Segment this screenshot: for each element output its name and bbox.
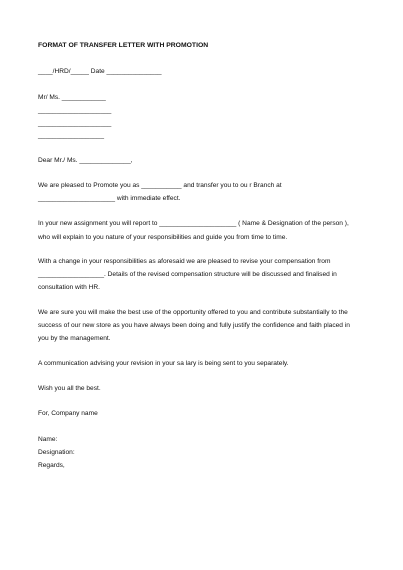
greeting-line: Dear Mr./ Ms. ______________, xyxy=(38,157,133,164)
recipient-salutation-line: Mr/ Ms. ____________ xyxy=(38,94,106,101)
paragraph-assignment-line: who will explain to you nature of your responsibilities and guide you from time to time. xyxy=(38,234,288,241)
address-blank-line: ____________________ xyxy=(38,120,112,127)
paragraph-opportunity-line: success of our new store as you have always been doing and fully justify the confidence and faith placed in xyxy=(38,322,350,329)
paragraph-opportunity-line: you by the management. xyxy=(38,335,111,342)
address-blank-line: __________________ xyxy=(38,132,105,139)
name-label: Name: xyxy=(38,436,58,443)
paragraph-promotion-line: We are pleased to Promote you as ___________ and transfer you to ou r Branch at xyxy=(38,182,282,189)
paragraph-assignment-line: In your new assignment you will report to _____________________ ( Name & Designation of the person ), xyxy=(38,220,349,227)
reference-date-line: ____/HRD/_____ Date _______________ xyxy=(38,68,162,75)
paragraph-opportunity-line: We are sure you will make the best use of the opportunity offered to you and contribute substantially to the xyxy=(38,309,348,316)
company-name-line: For, Company name xyxy=(38,410,98,417)
paragraph-compensation-line: With a change in your responsibilities as aforesaid we are pleased to revise your compensation from xyxy=(38,258,331,265)
paragraph-wishes-line: Wish you all the best. xyxy=(38,385,101,392)
paragraph-promotion-line: _____________________ with immediate effect. xyxy=(38,195,181,202)
paragraph-communication-line: A communication advising your revision in your sa lary is being sent to you separately. xyxy=(38,360,289,367)
paragraph-compensation-line: __________________. Details of the revised compensation structure will be discussed and finalised in xyxy=(38,271,337,278)
document-title: FORMAT OF TRANSFER LETTER WITH PROMOTION xyxy=(38,42,209,49)
regards-line: Regards, xyxy=(38,462,65,469)
address-blank-line: ____________________ xyxy=(38,107,112,114)
designation-label: Designation: xyxy=(38,449,75,456)
paragraph-compensation-line: consultation with HR. xyxy=(38,284,100,291)
